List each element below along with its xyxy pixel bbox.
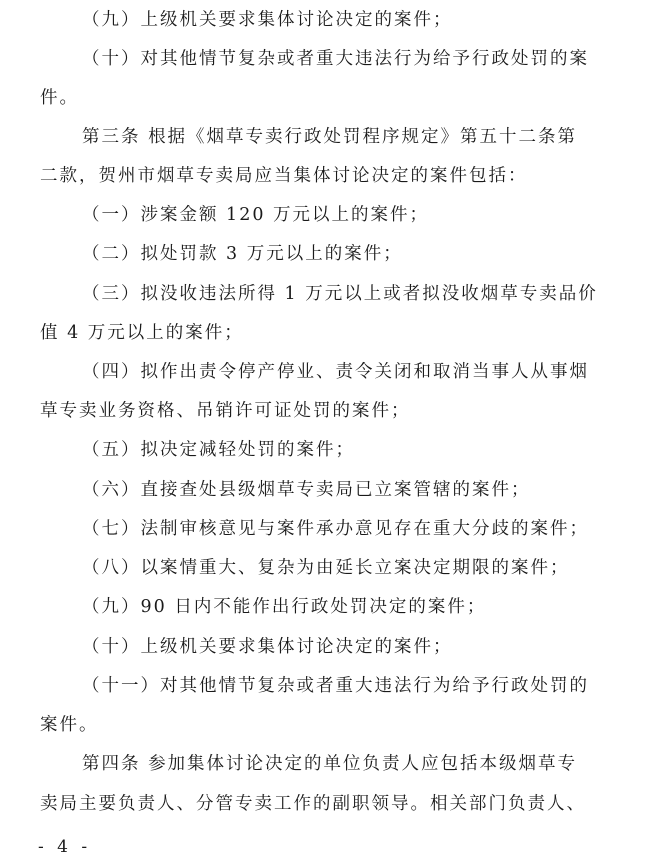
text-line: （七）法制审核意见与案件承办意见存在重大分歧的案件； [82, 519, 589, 539]
text-line: （十）对其他情节复杂或者重大违法行为给予行政处罚的案 [82, 49, 589, 69]
text-line: （十一）对其他情节复杂或者重大违法行为给予行政处罚的 [82, 676, 589, 696]
text-line: （九）90 日内不能作出行政处罚决定的案件； [82, 597, 487, 617]
text-line: （五）拟决定减轻处罚的案件； [82, 440, 355, 460]
text-line: 第三条 根据《烟草专卖行政处罚程序规定》第五十二条第 [82, 127, 578, 147]
page-number: - 4 - [38, 837, 92, 857]
text-line: 件。 [40, 88, 79, 108]
text-line: （二）拟处罚款 3 万元以上的案件； [82, 244, 403, 264]
text-line: 案件。 [40, 715, 99, 735]
text-line: 草专卖业务资格、吊销许可证处罚的案件； [40, 401, 411, 421]
text-line: （四）拟作出责令停产停业、责令关闭和取消当事人从事烟 [82, 362, 589, 382]
text-line: （三）拟没收违法所得 1 万元以上或者拟没收烟草专卖品价 [82, 284, 598, 304]
text-line: 第四条 参加集体讨论决定的单位负责人应包括本级烟草专 [82, 754, 578, 774]
text-line: （八）以案情重大、复杂为由延长立案决定期限的案件； [82, 558, 570, 578]
text-line: （九）上级机关要求集体讨论决定的案件； [82, 10, 453, 30]
text-line: （十）上级机关要求集体讨论决定的案件； [82, 637, 453, 657]
text-line: （六）直接查处县级烟草专卖局已立案管辖的案件； [82, 480, 531, 500]
text-line: 值 4 万元以上的案件； [40, 323, 244, 343]
text-line: 二款，贺州市烟草专卖局应当集体讨论决定的案件包括： [40, 166, 528, 186]
text-line: （一）涉案金额 120 万元以上的案件； [82, 205, 430, 225]
text-line: 卖局主要负责人、分管专卖工作的副职领导。相关部门负责人、 [40, 794, 586, 814]
